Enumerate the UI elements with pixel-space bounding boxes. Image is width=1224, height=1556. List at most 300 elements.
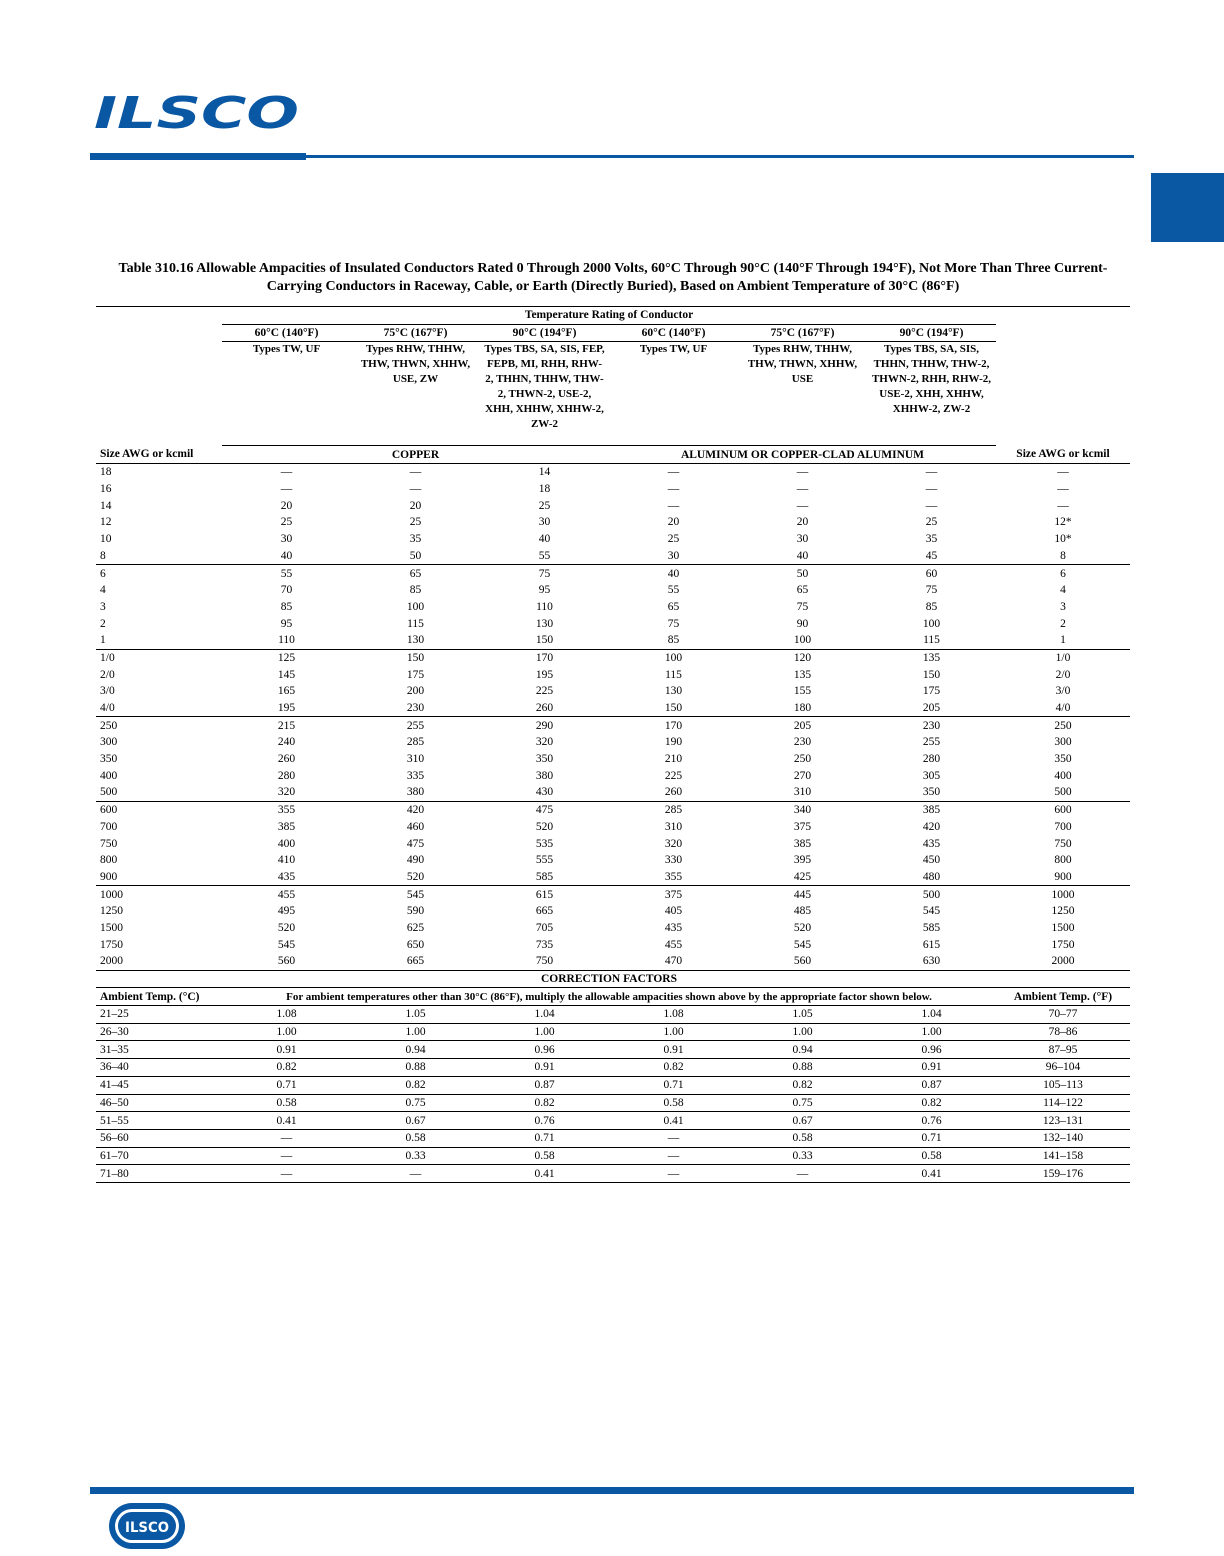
value-cell: 2000 — [1051, 955, 1075, 968]
size-cell: 4/0 — [96, 700, 222, 717]
factor-cell: — — [222, 1129, 351, 1147]
ampacity-row — [96, 920, 1130, 937]
value-cell: 455 — [664, 938, 683, 951]
value-cell: 40 — [222, 548, 351, 565]
factor-cell: 1.00 — [351, 1023, 480, 1041]
ambient-c-cell: 21–25 — [96, 1006, 222, 1024]
value-cell: 35 — [925, 533, 938, 546]
value-cell: 400 — [1054, 769, 1072, 782]
aluminum-label: ALUMINUM OR COPPER-CLAD ALUMINUM — [609, 446, 996, 464]
size-cell: 4 — [100, 584, 106, 597]
value-cell: — — [925, 483, 938, 496]
factor-cell: 0.41 — [480, 1165, 609, 1183]
ambient-f-cell: 70–77 — [996, 1006, 1130, 1024]
ampacity-row — [96, 751, 1130, 768]
value-cell: 20 — [409, 499, 422, 512]
value-cell: 230 — [922, 719, 941, 732]
factor-cell: 1.00 — [738, 1023, 867, 1041]
factor-cell: 0.33 — [351, 1147, 480, 1165]
ambient-c-cell: 41–45 — [96, 1076, 222, 1094]
value-cell: 75 — [925, 584, 938, 597]
size-cell: 1250 — [100, 905, 123, 918]
ampacity-row — [96, 599, 1130, 616]
value-cell: 410 — [277, 854, 296, 867]
ampacity-row — [96, 734, 1130, 751]
value-cell: — — [667, 483, 680, 496]
value-cell: 110 — [536, 600, 553, 613]
ampacity-row — [96, 649, 1130, 666]
ambient-temp-f-label: Ambient Temp. (°F) — [996, 988, 1130, 1006]
value-cell: — — [667, 466, 680, 479]
value-cell: 800 — [1054, 854, 1072, 867]
value-cell: 310 — [664, 820, 683, 833]
value-cell: 445 — [793, 888, 812, 901]
value-cell: 40 — [538, 533, 551, 546]
value-cell: 255 — [922, 736, 941, 749]
value-cell: 3/0 — [1055, 685, 1071, 698]
factor-cell: 0.58 — [738, 1129, 867, 1147]
ampacity-row — [96, 936, 1130, 953]
factor-cell: — — [222, 1165, 351, 1183]
factor-cell: 0.58 — [480, 1147, 609, 1165]
correction-label-row — [96, 970, 1130, 988]
temp-al-90: 90°C (194°F) — [867, 324, 996, 342]
value-cell: 165 — [277, 685, 296, 698]
value-cell: 25 — [538, 499, 551, 512]
ambient-f-cell: 96–104 — [996, 1059, 1130, 1077]
value-cell: 705 — [535, 921, 554, 934]
value-cell: — — [796, 499, 809, 512]
factor-cell: — — [738, 1165, 867, 1183]
value-cell: 225 — [664, 769, 683, 782]
factor-cell: 0.71 — [480, 1129, 609, 1147]
value-cell: 115 — [665, 668, 682, 681]
value-cell: — — [925, 499, 938, 512]
value-cell: 310 — [738, 784, 867, 801]
size-cell: 14 — [100, 499, 112, 512]
header-rule — [90, 155, 1134, 158]
value-cell: 545 — [793, 938, 812, 951]
value-cell: 210 — [664, 753, 683, 766]
value-cell: 70 — [280, 584, 293, 597]
value-cell: 180 — [738, 700, 867, 717]
value-cell: 585 — [922, 921, 941, 934]
factor-cell: 1.08 — [609, 1006, 738, 1024]
factor-cell: 0.41 — [867, 1165, 996, 1183]
value-cell: 285 — [664, 804, 683, 817]
factor-cell: 0.88 — [351, 1059, 480, 1077]
ampacity-row — [96, 582, 1130, 599]
value-cell: 650 — [406, 938, 425, 951]
value-cell: — — [667, 499, 680, 512]
ampacity-row — [96, 953, 1130, 970]
factor-cell: 0.58 — [867, 1147, 996, 1165]
value-cell: 55 — [667, 584, 680, 597]
correction-row — [96, 1165, 1130, 1183]
value-cell: 310 — [406, 753, 425, 766]
value-cell: 145 — [277, 668, 296, 681]
size-cell: 1 — [96, 632, 222, 649]
types-header-row — [96, 342, 1130, 446]
ilsco-badge — [106, 1500, 188, 1552]
factor-cell: 1.05 — [738, 1006, 867, 1024]
value-cell: 350 — [867, 784, 996, 801]
ambient-f-cell: 87–95 — [996, 1041, 1130, 1059]
value-cell: 280 — [922, 753, 941, 766]
ampacity-row — [96, 481, 1130, 498]
value-cell: 175 — [406, 668, 425, 681]
value-cell: 55 — [480, 548, 609, 565]
factor-cell: 1.04 — [867, 1006, 996, 1024]
value-cell: 170 — [535, 651, 554, 664]
value-cell: 1/0 — [1055, 651, 1071, 664]
value-cell: 45 — [867, 548, 996, 565]
temp-cu-90: 90°C (194°F) — [480, 324, 609, 342]
factor-cell: 0.87 — [480, 1076, 609, 1094]
ampacity-row — [96, 801, 1130, 818]
value-cell: 270 — [793, 769, 812, 782]
value-cell: 560 — [793, 955, 812, 968]
value-cell: 150 — [922, 668, 941, 681]
value-cell: 460 — [406, 820, 425, 833]
factor-cell: — — [351, 1165, 480, 1183]
correction-row — [96, 1023, 1130, 1041]
value-cell: 330 — [664, 854, 683, 867]
value-cell: 215 — [277, 719, 296, 732]
value-cell: 335 — [406, 769, 425, 782]
value-cell: 405 — [664, 905, 683, 918]
value-cell: 85 — [280, 600, 293, 613]
ilsco-logo — [92, 92, 302, 132]
value-cell: 260 — [609, 784, 738, 801]
factor-cell: 1.00 — [480, 1023, 609, 1041]
factor-cell: 0.41 — [609, 1112, 738, 1130]
value-cell: 1500 — [1051, 921, 1075, 934]
value-cell: 30 — [609, 548, 738, 565]
value-cell: 25 — [280, 516, 293, 529]
value-cell: 85 — [925, 600, 938, 613]
value-cell: 1 — [996, 632, 1130, 649]
value-cell: 8 — [996, 548, 1130, 565]
value-cell: 100 — [406, 600, 425, 613]
value-cell: 35 — [409, 533, 422, 546]
size-cell: 18 — [100, 466, 112, 479]
size-cell: 800 — [100, 854, 118, 867]
value-cell: — — [1057, 466, 1069, 479]
factor-cell: 0.94 — [738, 1041, 867, 1059]
value-cell: 4/0 — [996, 700, 1130, 717]
value-cell: 385 — [922, 804, 941, 817]
value-cell: 625 — [406, 921, 425, 934]
factor-cell: 0.58 — [351, 1129, 480, 1147]
factor-cell: 0.82 — [609, 1059, 738, 1077]
value-cell: 115 — [867, 632, 996, 649]
factor-cell: 0.82 — [738, 1076, 867, 1094]
correction-row — [96, 1006, 1130, 1024]
ambient-f-cell: 78–86 — [996, 1023, 1130, 1041]
factor-cell: 1.00 — [867, 1023, 996, 1041]
value-cell: 60 — [925, 567, 938, 580]
factor-cell: 0.75 — [738, 1094, 867, 1112]
size-cell: 3/0 — [100, 685, 115, 698]
value-cell: 1250 — [1051, 905, 1075, 918]
value-cell: 155 — [793, 685, 812, 698]
correction-row — [96, 1129, 1130, 1147]
value-cell: 125 — [277, 651, 296, 664]
ampacity-row — [96, 886, 1130, 903]
value-cell: 385 — [277, 820, 296, 833]
value-cell: 1750 — [1051, 938, 1075, 951]
factor-cell: 0.71 — [867, 1129, 996, 1147]
value-cell: 75 — [667, 617, 680, 630]
value-cell: 30 — [280, 533, 293, 546]
factor-cell: 0.96 — [867, 1041, 996, 1059]
value-cell: 20 — [280, 499, 293, 512]
value-cell: 150 — [609, 700, 738, 717]
logo-text: ILSCO — [94, 92, 299, 132]
size-cell: 750 — [100, 837, 118, 850]
temp-cu-60: 60°C (140°F) — [222, 324, 351, 342]
types-cu-60: Types TW, UF — [252, 343, 321, 356]
correction-row — [96, 1076, 1130, 1094]
value-cell: 200 — [406, 685, 425, 698]
value-cell: 520 — [351, 869, 480, 886]
value-cell: 150 — [480, 632, 609, 649]
factor-cell: 0.58 — [609, 1094, 738, 1112]
value-cell: 65 — [796, 584, 809, 597]
value-cell: 25 — [667, 533, 680, 546]
value-cell: 100 — [664, 651, 683, 664]
value-cell: 340 — [793, 804, 812, 817]
value-cell: 25 — [925, 516, 938, 529]
value-cell: 305 — [922, 769, 941, 782]
factor-cell: 0.82 — [480, 1094, 609, 1112]
value-cell: 475 — [406, 837, 425, 850]
side-tab — [1151, 173, 1224, 242]
value-cell: — — [796, 483, 809, 496]
factor-cell: 1.00 — [609, 1023, 738, 1041]
factor-cell: 0.94 — [351, 1041, 480, 1059]
value-cell: 115 — [407, 617, 424, 630]
factor-cell: 0.91 — [609, 1041, 738, 1059]
value-cell: 30 — [796, 533, 809, 546]
value-cell: 120 — [793, 651, 812, 664]
value-cell: 475 — [535, 804, 554, 817]
ambient-f-cell: 123–131 — [996, 1112, 1130, 1130]
footer-rule — [90, 1487, 1134, 1494]
value-cell: 12* — [1054, 516, 1072, 529]
temperature-rating-label: Temperature Rating of Conductor — [222, 307, 996, 325]
size-label-right: Size AWG or kcmil — [996, 446, 1130, 464]
size-label-left: Size AWG or kcmil — [96, 446, 222, 464]
value-cell: 85 — [609, 632, 738, 649]
value-cell: — — [280, 466, 293, 479]
temp-al-60: 60°C (140°F) — [609, 324, 738, 342]
ampacity-row — [96, 903, 1130, 920]
size-cell: 300 — [100, 736, 118, 749]
value-cell: — — [1057, 483, 1069, 496]
value-cell: 285 — [406, 736, 425, 749]
correction-row — [96, 1059, 1130, 1077]
value-cell: — — [409, 466, 422, 479]
value-cell: 205 — [793, 719, 812, 732]
value-cell: — — [280, 483, 293, 496]
value-cell: 545 — [277, 938, 296, 951]
ampacity-row — [96, 767, 1130, 784]
value-cell: 50 — [796, 567, 809, 580]
value-cell: 260 — [277, 753, 296, 766]
factor-cell: 0.71 — [222, 1076, 351, 1094]
value-cell: 375 — [793, 820, 812, 833]
value-cell: 20 — [667, 516, 680, 529]
value-cell: 470 — [664, 955, 683, 968]
factor-cell: 0.87 — [867, 1076, 996, 1094]
ampacity-row — [96, 683, 1130, 700]
value-cell: 130 — [664, 685, 683, 698]
value-cell: 18 — [538, 483, 551, 496]
factor-cell: — — [609, 1165, 738, 1183]
value-cell: 545 — [406, 888, 425, 901]
ambient-c-cell: 56–60 — [96, 1129, 222, 1147]
size-cell: 350 — [100, 753, 118, 766]
value-cell: 135 — [922, 651, 941, 664]
value-cell: 6 — [1060, 567, 1066, 580]
value-cell: 585 — [480, 869, 609, 886]
factor-cell: 0.67 — [738, 1112, 867, 1130]
value-cell: 95 — [280, 617, 293, 630]
value-cell: 520 — [793, 921, 812, 934]
size-cell: 3 — [100, 600, 106, 613]
value-cell: 40 — [667, 567, 680, 580]
value-cell: 135 — [793, 668, 812, 681]
value-cell: 520 — [277, 921, 296, 934]
factor-cell: 0.67 — [351, 1112, 480, 1130]
ambient-f-cell: 141–158 — [996, 1147, 1130, 1165]
value-cell: 100 — [922, 617, 941, 630]
value-cell: 395 — [793, 854, 812, 867]
correction-row — [96, 1094, 1130, 1112]
value-cell: 2 — [1060, 617, 1066, 630]
value-cell: 590 — [406, 905, 425, 918]
value-cell: 350 — [1054, 753, 1072, 766]
value-cell: 750 — [1054, 837, 1072, 850]
value-cell: 600 — [1054, 804, 1072, 817]
value-cell: 435 — [222, 869, 351, 886]
value-cell: 555 — [535, 854, 554, 867]
ampacity-row — [96, 464, 1130, 481]
value-cell: 130 — [351, 632, 480, 649]
badge-text: ILSCO — [125, 1520, 170, 1536]
value-cell: 485 — [793, 905, 812, 918]
value-cell: 375 — [664, 888, 683, 901]
value-cell: 355 — [277, 804, 296, 817]
value-cell: 320 — [222, 784, 351, 801]
size-cell: 6 — [100, 567, 106, 580]
types-cu-90: Types TBS, SA, SIS, FEP, FEPB, MI, RHH, RHW-2, THHN, THHW, THW-2, THWN-2, USE-2, XHH, XHHW, XHHW-2, ZW-2 — [484, 343, 605, 431]
value-cell: 90 — [796, 617, 809, 630]
size-cell: 1/0 — [100, 651, 115, 664]
value-cell: 20 — [796, 516, 809, 529]
value-cell: 435 — [664, 921, 683, 934]
value-cell: 385 — [793, 837, 812, 850]
value-cell: 380 — [535, 769, 554, 782]
size-cell: 250 — [100, 719, 118, 732]
factor-cell: 0.91 — [480, 1059, 609, 1077]
value-cell: 30 — [538, 516, 551, 529]
value-cell: 55 — [280, 567, 293, 580]
value-cell: 615 — [922, 938, 941, 951]
value-cell: 150 — [406, 651, 425, 664]
value-cell: 3 — [1060, 600, 1066, 613]
types-al-90: Types TBS, SA, SIS, THHN, THHW, THW-2, THWN-2, RHH, RHW-2, USE-2, XHH, XHHW, XHHW-2, ZW-2 — [871, 343, 992, 416]
ampacity-row — [96, 700, 1130, 717]
ampacity-row — [96, 784, 1130, 801]
value-cell: 320 — [535, 736, 554, 749]
value-cell: 250 — [793, 753, 812, 766]
value-cell: 170 — [664, 719, 683, 732]
value-cell: 350 — [535, 753, 554, 766]
value-cell: 560 — [277, 955, 296, 968]
correction-row — [96, 1147, 1130, 1165]
ampacity-row — [96, 717, 1130, 734]
value-cell: 300 — [1054, 736, 1072, 749]
value-cell: 495 — [277, 905, 296, 918]
copper-label: COPPER — [222, 446, 609, 464]
correction-note: For ambient temperatures other than 30°C (86°F), multiply the allowable ampacities shown above by the appropriate factor shown below. — [222, 988, 996, 1006]
value-cell: 65 — [409, 567, 422, 580]
value-cell: 225 — [535, 685, 554, 698]
factor-cell: 1.08 — [222, 1006, 351, 1024]
value-cell: 250 — [1054, 719, 1072, 732]
value-cell: 400 — [277, 837, 296, 850]
value-cell: 95 — [538, 584, 551, 597]
value-cell: 100 — [738, 632, 867, 649]
size-cell: 1000 — [100, 888, 123, 901]
factor-cell: 0.91 — [867, 1059, 996, 1077]
value-cell: 750 — [535, 955, 554, 968]
factor-cell: 0.41 — [222, 1112, 351, 1130]
factor-cell: 0.82 — [351, 1076, 480, 1094]
value-cell: — — [925, 466, 938, 479]
size-cell: 10 — [100, 533, 112, 546]
value-cell: — — [409, 483, 422, 496]
ambient-f-cell: 114–122 — [996, 1094, 1130, 1112]
factor-cell: 0.71 — [609, 1076, 738, 1094]
ampacity-row — [96, 514, 1130, 531]
temp-header-row — [96, 324, 1130, 342]
value-cell: 75 — [538, 567, 551, 580]
ambient-c-cell: 71–80 — [96, 1165, 222, 1183]
factor-cell: 0.88 — [738, 1059, 867, 1077]
factor-cell: 1.04 — [480, 1006, 609, 1024]
ampacity-row — [96, 835, 1130, 852]
value-cell: 480 — [867, 869, 996, 886]
value-cell: 290 — [535, 719, 554, 732]
ambient-f-cell: 105–113 — [996, 1076, 1130, 1094]
ambient-c-cell: 26–30 — [96, 1023, 222, 1041]
factor-cell: 0.82 — [222, 1059, 351, 1077]
value-cell: 25 — [409, 516, 422, 529]
value-cell: 435 — [922, 837, 941, 850]
size-cell: 2/0 — [100, 668, 115, 681]
value-cell: 280 — [277, 769, 296, 782]
value-cell: 205 — [867, 700, 996, 717]
size-cell: 400 — [100, 769, 118, 782]
ampacity-row — [96, 497, 1130, 514]
temp-cu-75: 75°C (167°F) — [351, 324, 480, 342]
ampacity-row — [96, 531, 1130, 548]
value-cell: 195 — [535, 668, 554, 681]
